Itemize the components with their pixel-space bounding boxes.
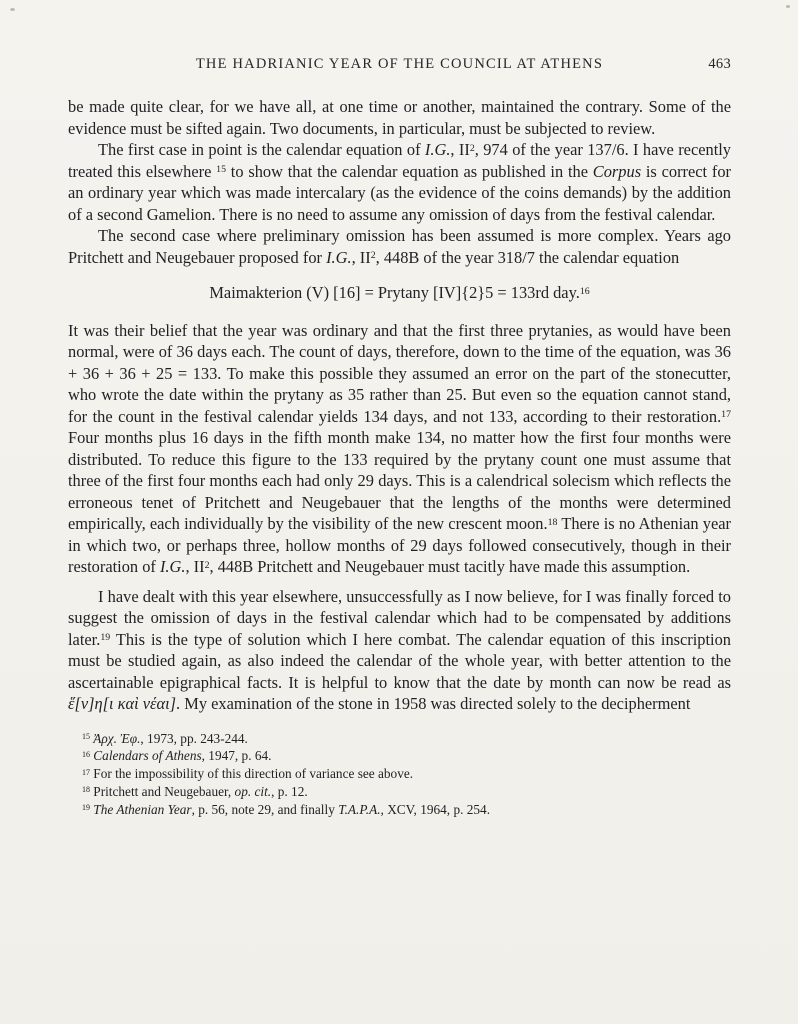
italic-text-run: I.G. bbox=[424, 140, 451, 159]
running-title: THE HADRIANIC YEAR OF THE COUNCIL AT ATHENS bbox=[195, 56, 604, 72]
body-paragraph bbox=[68, 96, 731, 139]
text-run: , XCV, 1964, p. 254. bbox=[380, 801, 491, 817]
text-run: to show that the calendar equation as published in the bbox=[226, 161, 593, 181]
text-run: , p. 12. bbox=[271, 783, 308, 799]
italic-text-run: Calendars of Athens bbox=[93, 748, 202, 764]
footnote bbox=[68, 765, 731, 783]
text-run: For the impossibility of this direction of variance see above. bbox=[89, 766, 414, 782]
page-number: 463 bbox=[708, 56, 731, 72]
text-run: This is the type of solution which I here combat. The calendar equation of this inscription must be studied again, as also indeed the calendar of the whole year, with better attention to the ascertainable epigraphical facts. It is helpful to know that the date by month can now be read as bbox=[68, 629, 731, 692]
text-run: is correct for an ordinary year which was made intercalary (as the evidence of the coins demands) by the addition of a second Gamelion. There is no need to assume any omission of days from the festival calendar. bbox=[68, 161, 731, 224]
scan-artifact bbox=[786, 5, 790, 8]
footnote-ref: 16 bbox=[579, 285, 590, 297]
page-header bbox=[68, 56, 731, 73]
body-paragraph bbox=[68, 320, 731, 578]
footnote-ref: 19 bbox=[82, 803, 90, 813]
footnote-ref: 18 bbox=[82, 785, 90, 795]
italic-text-run: Corpus bbox=[592, 161, 642, 181]
calendar-equation bbox=[68, 282, 731, 304]
footnote-ref: 15 bbox=[82, 731, 90, 741]
footnote bbox=[68, 747, 731, 765]
italic-text-run: ἕ[ν]η[ι καὶ νέαι] bbox=[68, 694, 177, 713]
page-content bbox=[68, 56, 731, 818]
scan-artifact bbox=[10, 8, 15, 11]
text-run: , 1973, pp. 243-244. bbox=[140, 730, 248, 746]
footnote-ref: 17 bbox=[82, 767, 90, 777]
italic-text-run: I.G. bbox=[159, 557, 186, 576]
text-run: I have dealt with this year elsewhere, unsuccessfully as I now believe, for I was finally forced to suggest the omission of days in the festival calendar which had to be compensated by additions later. bbox=[68, 586, 731, 649]
italic-text-run: Ἀρχ. Ἐφ. bbox=[93, 730, 141, 746]
footnotes bbox=[68, 730, 731, 819]
footnote-ref: 2 bbox=[370, 250, 376, 262]
text-run: . My examination of the stone in 1958 was directed solely to the decipherment bbox=[176, 694, 691, 713]
text-run: The first case in point is the calendar equation of bbox=[98, 140, 425, 159]
article-body bbox=[68, 96, 731, 715]
footnote-ref: 17 bbox=[721, 409, 731, 421]
body-paragraph bbox=[68, 586, 731, 715]
text-run: Maimakterion (V) [16] = Prytany [IV]{2}5 = 133rd day. bbox=[209, 283, 580, 302]
text-run: , 448B Pritchett and Neugebauer must tacitly have made this assumption. bbox=[209, 557, 691, 576]
footnote-ref: 16 bbox=[82, 749, 90, 759]
text-run: be made quite clear, for we have all, at one time or another, maintained the contrary. Some of the evidence must be sifted again. Two documents, in particular, must be subjected to review. bbox=[68, 97, 731, 138]
italic-text-run: I.G. bbox=[326, 247, 352, 267]
footnote bbox=[68, 783, 731, 801]
text-run: It was their belief that the year was ordinary and that the first three prytanies, as would have been normal, were of 36 days each. The count of days, therefore, down to the time of the equation, was 36 + 36 + 36 + 25 = 133. To make this possible they assumed an error on the part of the stonecutter, who wrote the date within the prytany as 35 rather than 25. But even so the equation cannot stand, for the count in the festival calendar yields 134 days, and not 133, according to their restoration. bbox=[68, 320, 731, 426]
text-run: , II bbox=[185, 557, 205, 576]
text-run: , II bbox=[450, 140, 470, 159]
text-run: , 448B of the year 318/7 the calendar equation bbox=[375, 247, 680, 267]
body-paragraph bbox=[68, 139, 731, 225]
italic-text-run: T.A.P.A. bbox=[338, 801, 381, 817]
italic-text-run: The Athenian Year bbox=[93, 801, 192, 817]
body-paragraph bbox=[68, 225, 731, 268]
text-run: The second case where preliminary omission has been assumed is more complex. Years ago Pritchett and Neugebauer proposed for bbox=[68, 226, 731, 267]
text-run: There is no Athenian year in which two, or perhaps three, hollow months of 29 days followed consecutively, though in their restoration of bbox=[68, 514, 732, 576]
footnote-ref: 19 bbox=[100, 632, 111, 644]
text-run: , p. 56, note 29, and finally bbox=[191, 801, 339, 817]
footnote-ref: 2 bbox=[204, 559, 210, 571]
footnote bbox=[68, 801, 731, 819]
text-run: Four months plus 16 days in the fifth month make 134, no matter how the first four months were distributed. To reduce this figure to the 133 required by the prytany count one must assume that three of the first four months each had only 29 days. This is a calendrical solecism which reflects the erroneous tenet of Pritchett and Neugebauer that the lengths of the months were determined empirically, each individually by the visibility of the new crescent moon. bbox=[68, 428, 731, 533]
footnote bbox=[68, 730, 731, 748]
italic-text-run: op. cit. bbox=[234, 783, 272, 799]
text-run: , 1947, p. 64. bbox=[201, 748, 272, 764]
text-run: Pritchett and Neugebauer, bbox=[89, 783, 235, 799]
footnote-ref: 15 bbox=[216, 164, 226, 176]
footnote-ref: 18 bbox=[547, 516, 558, 528]
footnote-ref: 2 bbox=[469, 142, 475, 154]
text-run: , 974 of the year 137/6. I have recently treated this elsewhere bbox=[68, 140, 731, 181]
text-run: , II bbox=[351, 247, 371, 267]
